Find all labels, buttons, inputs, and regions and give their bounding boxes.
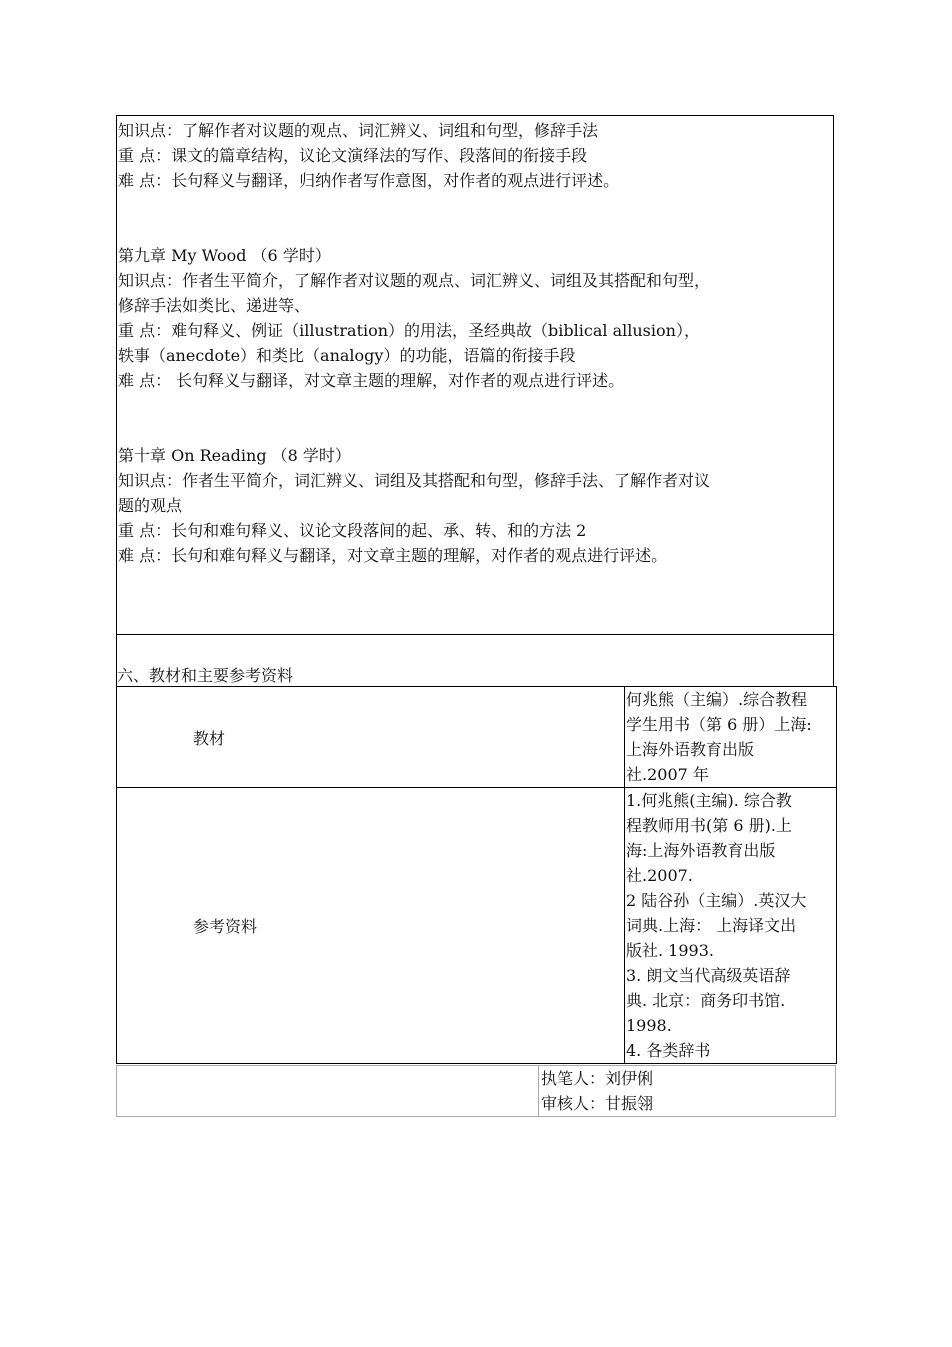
syllabus-content-box [116, 115, 834, 635]
references-row [117, 788, 837, 1064]
textbook-line: 何兆熊（主编）.综合教程 [626, 690, 808, 709]
chapter10-difficulty: 难 点：长句和难句释义与翻译，对文章主题的理解，对作者的观点进行评述。 [118, 546, 668, 565]
reference-line: 1.何兆熊(主编). 综合教 [626, 791, 792, 810]
reference-line: 3. 朗文当代高级英语辞 [626, 966, 791, 985]
reference-line: 海:上海外语教育出版 [626, 841, 776, 860]
section6-title: 六、教材和主要参考资料 [117, 666, 294, 685]
reference-line: 版社. 1993. [626, 941, 714, 960]
references-detail [625, 788, 837, 1064]
chapter9-title: 第九章 My Wood （6 学时） [118, 246, 331, 265]
chapter10-focus: 重 点：长句和难句释义、议论文段落间的起、承、转、和的方法 2 [118, 521, 587, 540]
chapter8-focus: 重 点：课文的篇章结构，议论文演绎法的写作、段落间的衔接手段 [118, 146, 588, 165]
reference-line: 程教师用书(第 6 册).上 [626, 816, 792, 835]
chapter10-knowledge-line2: 题的观点 [118, 496, 183, 515]
signature-block [116, 1065, 836, 1117]
signature-lines [541, 1066, 653, 1116]
textbook-row [117, 687, 837, 788]
reference-line: 2 陆谷孙（主编）.英汉大 [626, 891, 807, 910]
materials-table [116, 686, 837, 1064]
chapter10-title: 第十章 On Reading （8 学时） [118, 446, 351, 465]
chapter9-focus-line2: 轶事（anecdote）和类比（analogy）的功能，语篇的衔接手段 [118, 346, 576, 365]
chapter9-section [118, 243, 831, 393]
section6-heading-row [116, 634, 834, 687]
reference-line: 4. 各类辞书 [626, 1041, 711, 1060]
chapter9-focus-line1: 重 点：难句释义、例证（illustration）的用法，圣经典故（biblical allusion）， [118, 321, 700, 340]
reference-line: 1998. [626, 1016, 672, 1035]
chapter10-knowledge-line1: 知识点：作者生平简介，词汇辨义、词组及其搭配和句型，修辞手法、了解作者对议 [118, 471, 711, 490]
chapter8-knowledge: 知识点：了解作者对议题的观点、词汇辨义、词组和句型，修辞手法 [118, 121, 599, 140]
chapter10-section [118, 443, 831, 568]
signature-divider [538, 1066, 539, 1116]
textbook-line: 上海外语教育出版 [626, 740, 755, 759]
chapter9-difficulty: 难 点： 长句释义与翻译，对文章主题的理解，对作者的观点进行评述。 [118, 371, 625, 390]
reference-line: 典. 北京：商务印书馆. [626, 991, 786, 1010]
reference-line: 词典.上海： 上海译文出 [626, 916, 797, 935]
references-label: 参考资料 [117, 788, 625, 1064]
textbook-label: 教材 [117, 687, 625, 788]
chapter8-difficulty: 难 点：长句释义与翻译，归纳作者写作意图，对作者的观点进行评述。 [118, 171, 620, 190]
textbook-line: 社.2007 年 [626, 765, 709, 784]
chapter9-knowledge-line1: 知识点：作者生平简介，了解作者对议题的观点、词汇辨义、词组及其搭配和句型， [118, 271, 711, 290]
reviewer-signature: 审核人：甘振翎 [541, 1094, 654, 1113]
writer-signature: 执笔人：刘伊俐 [541, 1069, 654, 1088]
chapter9-knowledge-line2: 修辞手法如类比、递进等、 [118, 296, 311, 315]
chapter8-section [118, 118, 831, 193]
reference-line: 社.2007. [626, 866, 693, 885]
textbook-detail [625, 687, 837, 788]
textbook-line: 学生用书（第 6 册）上海: [626, 715, 812, 734]
